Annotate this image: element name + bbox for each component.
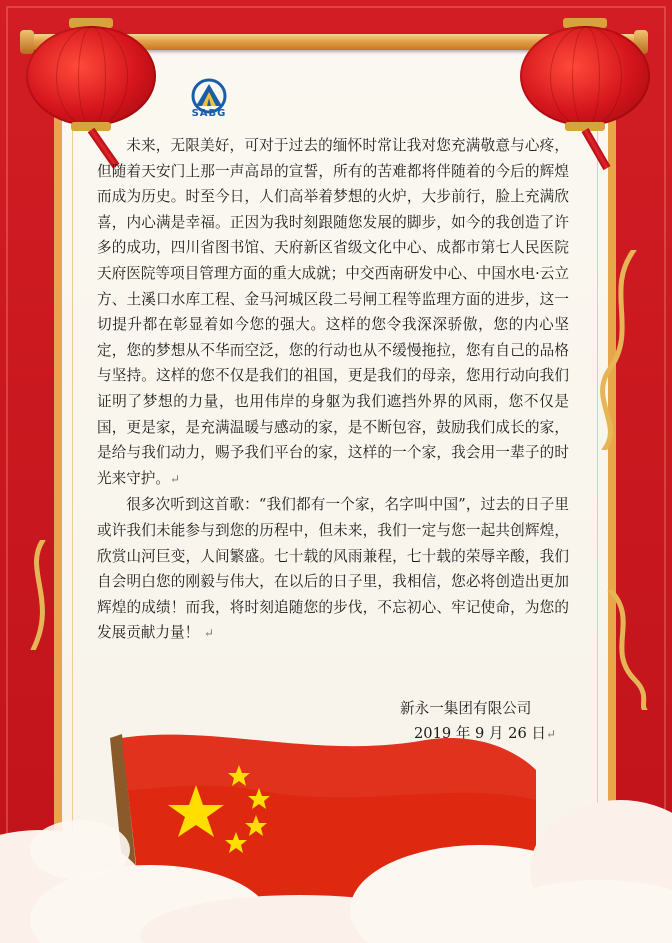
signature-date: 2019 年 9 月 26 日↵ xyxy=(414,725,557,742)
letter-paragraph: 很多次听到这首歌：“我们都有一个家，名字叫中国”，过去的日子里或许我们未能参与到您的历程中，但未来，我们一定与您一起共创辉煌，欣赏山河巨变，人间繁盛。七十载的风雨兼程，七十载的荣辱辛酸，我们自会明白您的刚毅与伟大，在以后的日子里，我相信，您必将创造出更加辉煌的成绩！而我，将时刻追随您的步伐，不忘初心、牢记使命，为您的发展贡献力量！ ↵ xyxy=(97,496,569,642)
cloud-icon xyxy=(0,760,672,943)
ribbon-icon xyxy=(18,540,68,650)
logo-text: SABG xyxy=(191,108,227,119)
ribbon-icon xyxy=(584,250,644,450)
letter-paragraph: 未来，无限美好，可对于过去的缅怀时常让我对您充满敬意与心疼，但随着天安门上那一声高昂的宣誓，所有的苦难都将伴随着的今后的辉煌而成为历史。时至今日，人们高举着梦想的火炉，大步前行，脸上充满欣喜，内心满是幸福。正因为我时刻跟随您发展的脚步，如今的我创造了许多的成功，四川省图书馆、天府新区省级文化中心、成都市第七人民医院天府医院等项目管理方面的重大成就；中交西南研发中心、中国水电·云立方、土溪口水库工程、金马河城区段二号闸工程等监理方面的进步，这一切提升都在彰显着如今您的强大。这样的您令我深深骄傲，您的内心坚定，您的梦想从不华而空泛，您的行动也从不缓慢拖拉，您有自己的品格与坚持。这样的您不仅是我们的祖国，更是我们的母亲，您用行动向我们证明了梦想的力量，也用伟岸的身躯为我们遮挡外界的风雨，您不仅是国，更是家，是充满温暖与感动的家，是不断包容，鼓励我们成长的家，是给与我们动力，赐予我们平台的家，这样的一个家，我会用一辈子的时光来守护。↵ xyxy=(97,137,569,487)
ribbon-icon xyxy=(600,590,660,710)
letter-body xyxy=(97,133,569,647)
signature: 新永一集团有限公司 xyxy=(400,700,532,717)
